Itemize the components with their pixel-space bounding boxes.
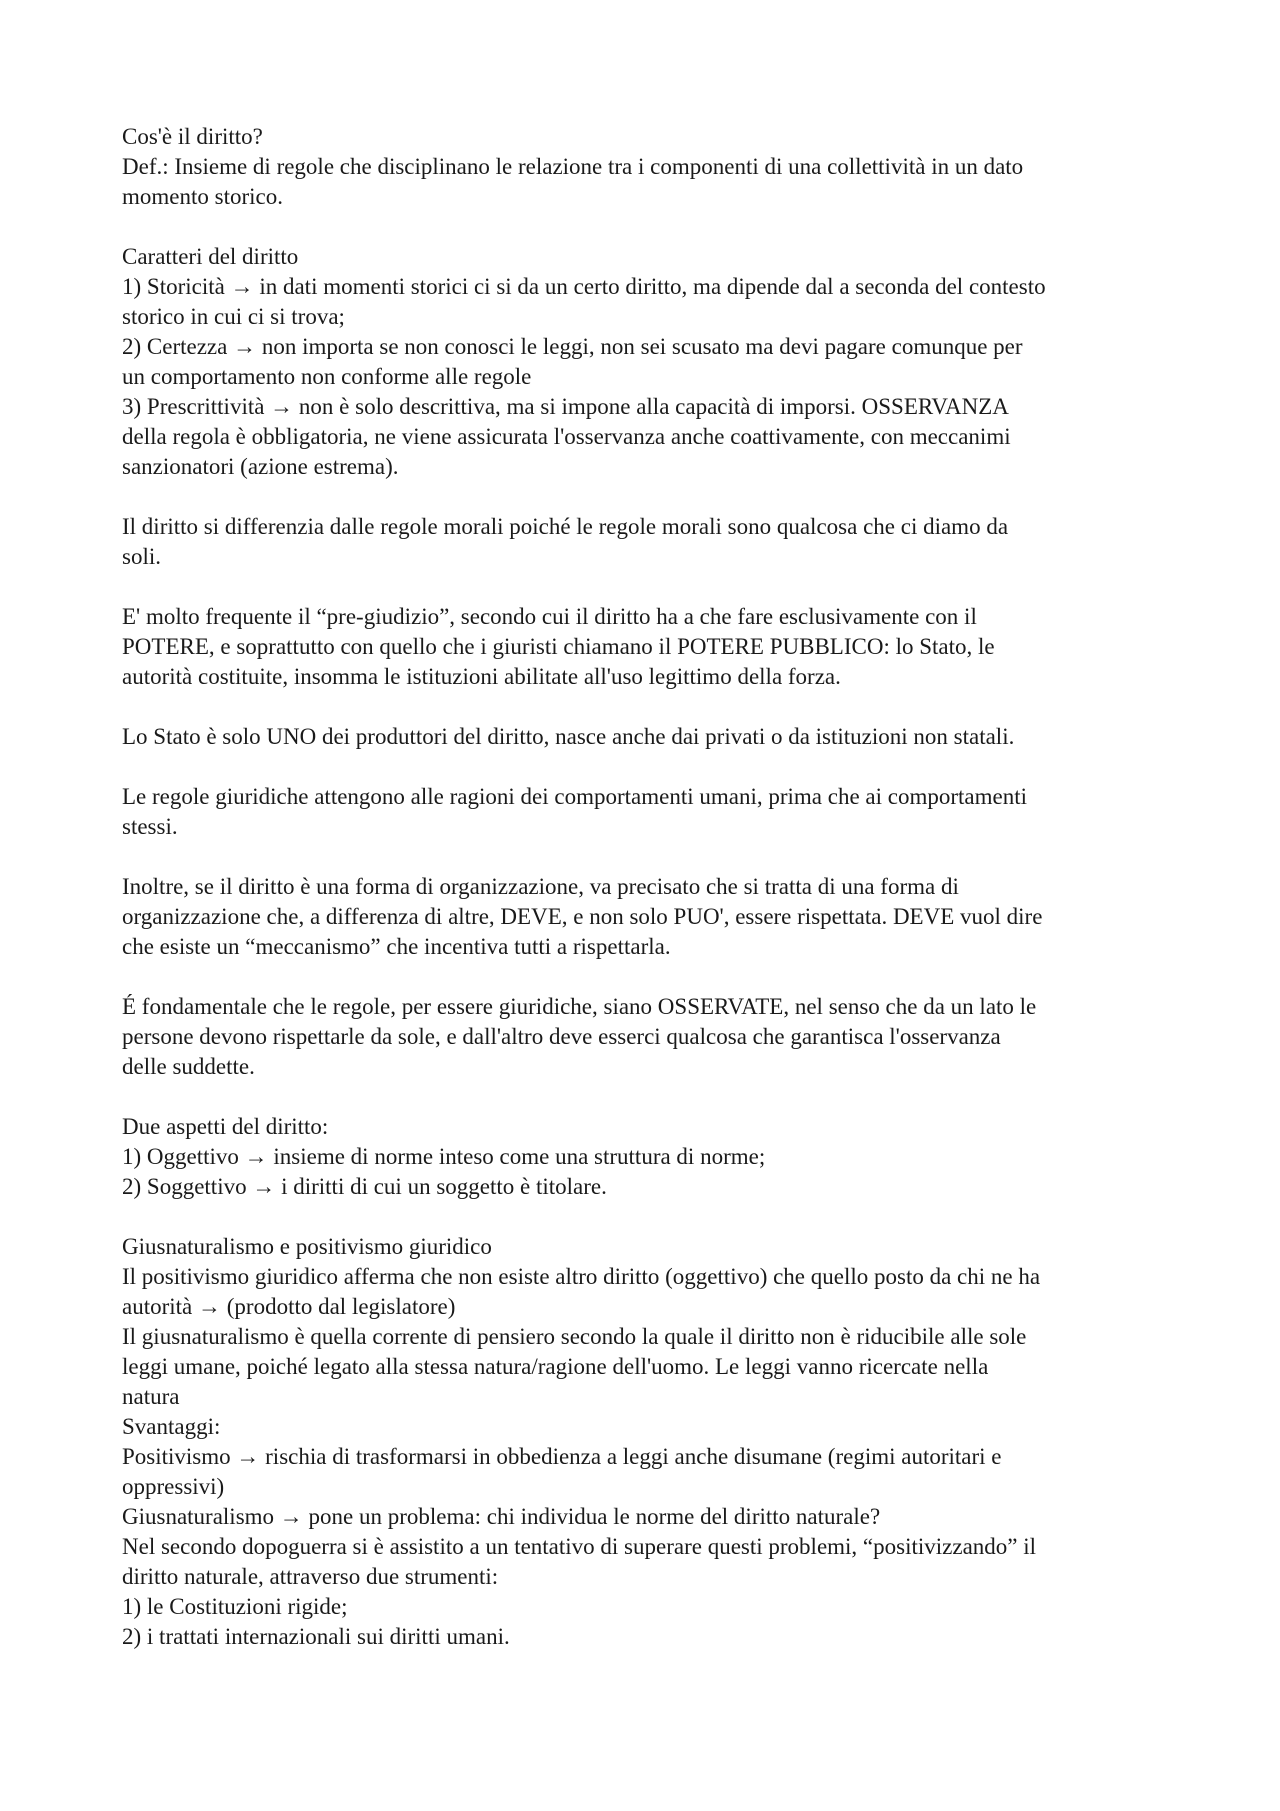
text-line: Caratteri del diritto (122, 244, 299, 269)
document-body (122, 122, 1182, 1652)
text-line: storico in cui ci si trova; (122, 304, 345, 329)
paragraph-block (122, 992, 1182, 1082)
paragraph-block (122, 722, 1182, 752)
text-line: autorità costituite, insomma le istituzioni abilitate all'uso legittimo della forza. (122, 664, 841, 689)
paragraph-block (122, 872, 1182, 962)
text-line: Lo Stato è solo UNO dei produttori del diritto, nasce anche dai privati o da istituzioni non statali. (122, 724, 1015, 749)
paragraph-gap (122, 482, 1182, 512)
text-line: organizzazione che, a differenza di altre, DEVE, e non solo PUO', essere rispettata. DEVE vuol dire (122, 904, 1043, 929)
text-line: sanzionatori (azione estrema). (122, 454, 399, 479)
text-line: Le regole giuridiche attengono alle ragioni dei comportamenti umani, prima che ai comportamenti (122, 784, 1027, 809)
text-line: E' molto frequente il “pre-giudizio”, secondo cui il diritto ha a che fare esclusivamente con il (122, 604, 977, 629)
text-line: 3) Prescrittività → non è solo descrittiva, ma si impone alla capacità di imporsi. OSSERVANZA (122, 394, 1009, 419)
paragraph-gap (122, 1202, 1182, 1232)
text-line: É fondamentale che le regole, per essere giuridiche, siano OSSERVATE, nel senso che da un lato le (122, 994, 1037, 1019)
text-line: Positivismo → rischia di trasformarsi in obbedienza a leggi anche disumane (regimi autoritari e (122, 1444, 1002, 1469)
text-line: Giusnaturalismo → pone un problema: chi individua le norme del diritto naturale? (122, 1504, 881, 1529)
text-line: Def.: Insieme di regole che disciplinano le relazione tra i componenti di una collettività in un dato (122, 154, 1024, 179)
text-line: Nel secondo dopoguerra si è assistito a un tentativo di superare questi problemi, “positivizzando” il (122, 1534, 1037, 1559)
text-line: Il diritto si differenzia dalle regole morali poiché le regole morali sono qualcosa che ci diamo da (122, 514, 1009, 539)
text-line: stessi. (122, 814, 178, 839)
paragraph-block (122, 1232, 1182, 1652)
paragraph-block (122, 782, 1182, 842)
text-line: 2) i trattati internazionali sui diritti umani. (122, 1624, 510, 1649)
text-line: Il giusnaturalismo è quella corrente di pensiero secondo la quale il diritto non è riducibile alle sole (122, 1324, 1027, 1349)
text-line: Due aspetti del diritto: (122, 1114, 329, 1139)
text-line: Il positivismo giuridico afferma che non esiste altro diritto (oggettivo) che quello posto da chi ne ha (122, 1264, 1041, 1289)
text-line: Inoltre, se il diritto è una forma di organizzazione, va precisato che si tratta di una forma di (122, 874, 959, 899)
text-line: che esiste un “meccanismo” che incentiva tutti a rispettarla. (122, 934, 671, 959)
paragraph-gap (122, 842, 1182, 872)
text-line: delle suddette. (122, 1054, 255, 1079)
text-line: Svantaggi: (122, 1414, 221, 1439)
paragraph-gap (122, 692, 1182, 722)
paragraph-block (122, 512, 1182, 572)
text-line: oppressivi) (122, 1474, 225, 1499)
text-line: persone devono rispettarle da sole, e dall'altro deve esserci qualcosa che garantisca l'osservanza (122, 1024, 1001, 1049)
text-line: Giusnaturalismo e positivismo giuridico (122, 1234, 492, 1259)
text-line: diritto naturale, attraverso due strumenti: (122, 1564, 499, 1589)
text-line: 1) le Costituzioni rigide; (122, 1594, 348, 1619)
text-line: 2) Certezza → non importa se non conosci le leggi, non sei scusato ma devi pagare comunque per (122, 334, 1023, 359)
text-line: soli. (122, 544, 161, 569)
paragraph-gap (122, 212, 1182, 242)
text-line: autorità → (prodotto dal legislatore) (122, 1294, 456, 1319)
text-line: 2) Soggettivo → i diritti di cui un soggetto è titolare. (122, 1174, 607, 1199)
paragraph-gap (122, 1082, 1182, 1112)
paragraph-block (122, 242, 1182, 482)
text-line: POTERE, e soprattutto con quello che i giuristi chiamano il POTERE PUBBLICO: lo Stato, le (122, 634, 995, 659)
text-line: della regola è obbligatoria, ne viene assicurata l'osservanza anche coattivamente, con meccanimi (122, 424, 1011, 449)
paragraph-gap (122, 962, 1182, 992)
text-line: natura (122, 1384, 180, 1409)
text-line: un comportamento non conforme alle regole (122, 364, 532, 389)
paragraph-gap (122, 572, 1182, 602)
paragraph-block (122, 122, 1182, 212)
text-line: 1) Storicità → in dati momenti storici ci si da un certo diritto, ma dipende dal a seconda del contesto (122, 274, 1046, 299)
text-line: Cos'è il diritto? (122, 124, 263, 149)
paragraph-block (122, 602, 1182, 692)
text-line: 1) Oggettivo → insieme di norme inteso come una struttura di norme; (122, 1144, 766, 1169)
paragraph-block (122, 1112, 1182, 1202)
text-line: momento storico. (122, 184, 283, 209)
paragraph-gap (122, 752, 1182, 782)
text-line: leggi umane, poiché legato alla stessa natura/ragione dell'uomo. Le leggi vanno ricercate nella (122, 1354, 989, 1379)
